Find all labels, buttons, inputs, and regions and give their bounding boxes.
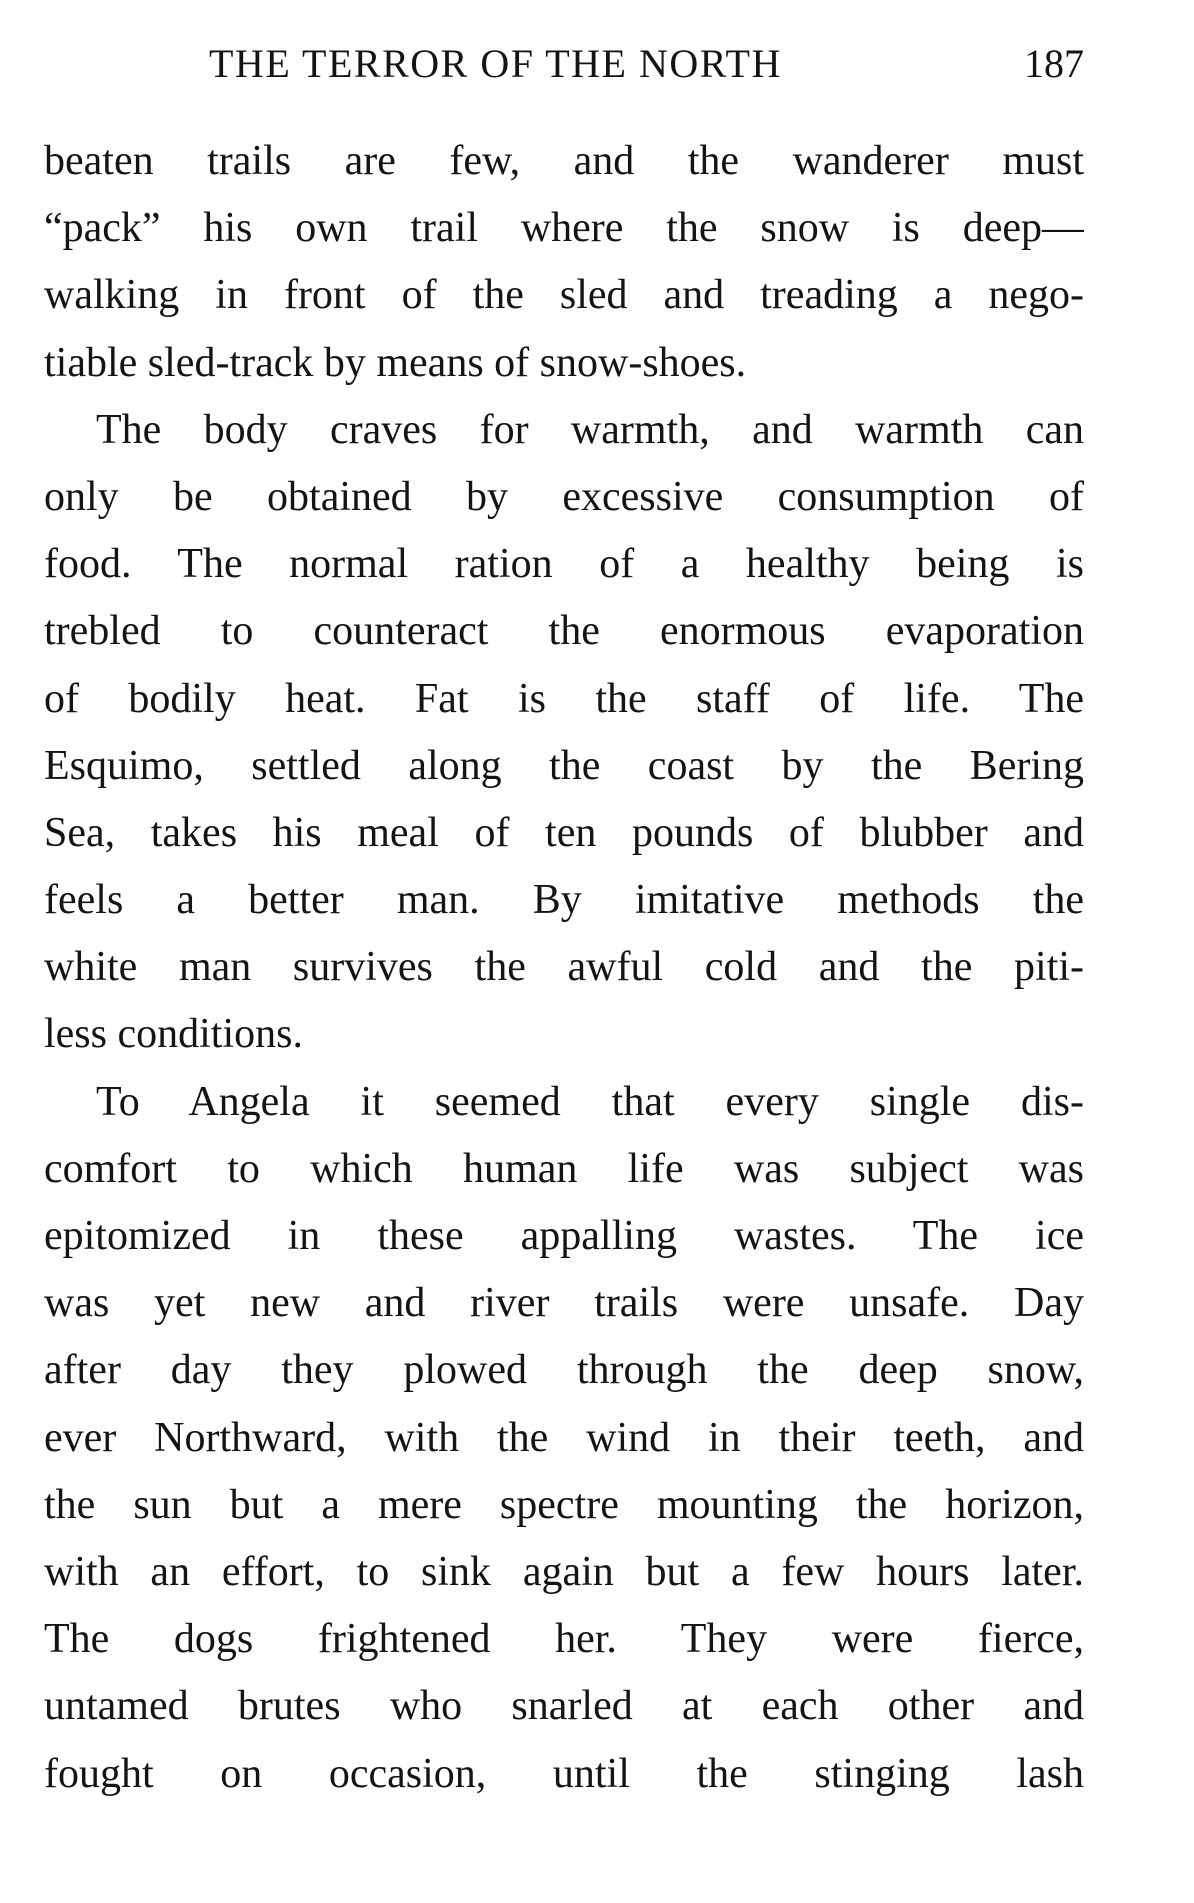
text-line: comfort to which human life was subject was: [44, 1145, 1084, 1192]
text-line: epitomized in these appalling wastes. The ice: [44, 1213, 1084, 1259]
text-line: was yet new and river trails were unsafe. Day: [44, 1280, 1084, 1327]
text-line: only be obtained by excessive consumption of: [44, 473, 1084, 520]
text-line: fought on occasion, until the stinging lash: [44, 1750, 1084, 1797]
text-line: with an effort, to sink again but a few hours later.: [44, 1548, 1084, 1595]
text-line: white man survives the awful cold and the piti-: [44, 944, 1084, 991]
text-line: Sea, takes his meal of ten pounds of blubber and: [44, 809, 1084, 856]
text-line: The dogs frightened her. They were fierce,: [44, 1616, 1084, 1663]
page-number: 187: [1024, 41, 1084, 86]
text-line: trebled to counteract the enormous evaporation: [44, 608, 1084, 655]
text-line: food. The normal ration of a healthy being is: [44, 541, 1084, 588]
text-line: the sun but a mere spectre mounting the horizon,: [44, 1481, 1084, 1528]
text-line: Esquimo, settled along the coast by the Bering: [44, 742, 1084, 789]
running-title: THE TERROR OF THE NORTH: [209, 41, 782, 86]
text-line: untamed brutes who snarled at each other and: [44, 1683, 1084, 1730]
running-head: [44, 34, 1084, 94]
text-line: beaten trails are few, and the wanderer must: [44, 138, 1084, 184]
text-line: of bodily heat. Fat is the staff of life. The: [44, 675, 1084, 722]
text-line: “pack” his own trail where the snow is deep—: [44, 205, 1084, 252]
text-line: feels a better man. By imitative methods the: [44, 877, 1084, 924]
paragraph-first-line: The body craves for warmth, and warmth can: [96, 406, 1084, 453]
text-line: walking in front of the sled and treading a nego-: [44, 272, 1084, 319]
body-text: [44, 128, 1084, 1808]
text-line: less conditions.: [44, 1011, 303, 1058]
text-line: ever Northward, with the wind in their teeth, and: [44, 1414, 1084, 1461]
paragraph-first-line: To Angela it seemed that every single dis-: [96, 1078, 1084, 1125]
text-line: tiable sled-track by means of snow-shoes.: [44, 339, 747, 386]
text-line: after day they plowed through the deep snow,: [44, 1347, 1084, 1394]
